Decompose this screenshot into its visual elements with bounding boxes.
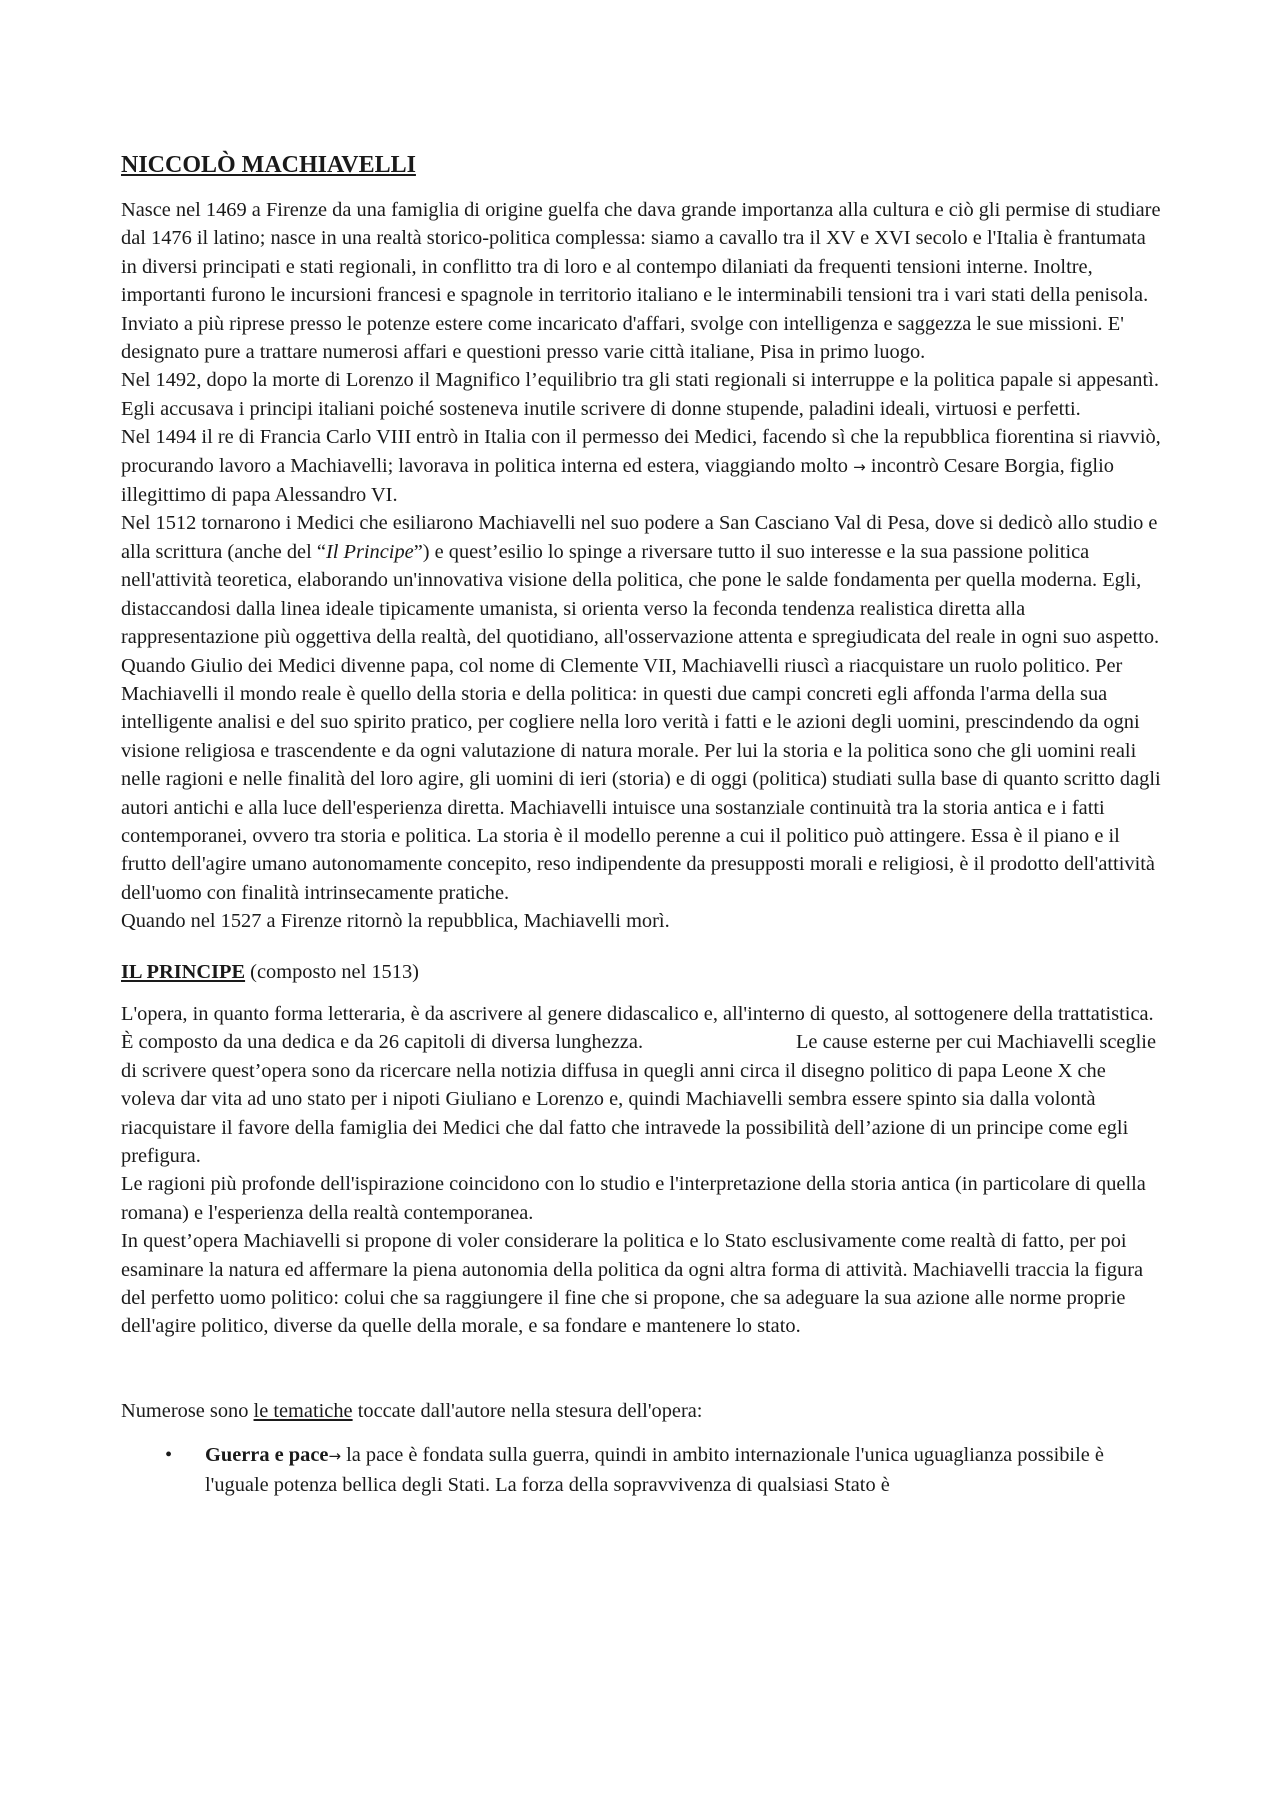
- blank-space: [121, 1341, 1161, 1397]
- themes-intro-text-b: toccate dall'autore nella stesura dell'opera:: [352, 1399, 703, 1422]
- bio-paragraph-3: [121, 423, 1161, 509]
- section-heading-title: IL PRINCIPE: [121, 960, 246, 983]
- bio-paragraph-3-text-a: Nel 1494 il re di Francia Carlo VIII entrò in Italia con il permesso dei Medici, facendo sì che la repubblica fiorentina si riavviò, procurando lavoro a Machiavelli; lavorava in politica interna ed estera, viaggiando molto: [121, 426, 1161, 477]
- bio-paragraph-3-text-b: incontrò Cesare Borgia, figlio illegittimo di papa Alessandro VI.: [121, 454, 1114, 507]
- page-title: NICCOLÒ MACHIAVELLI: [121, 152, 416, 178]
- bio-paragraph-2: Nel 1492, dopo la morte di Lorenzo il Magnifico l’equilibrio tra gli stati regionali si interruppe e la politica papale si appesantì. Egli accusava i principi italiani poiché sosteneva inutile scrivere di donne stupende, paladini ideali, virtuosi e perfetti.: [121, 369, 1159, 420]
- arrow-right-icon: →: [328, 1447, 342, 1466]
- document-page: [121, 150, 1161, 1499]
- themes-underlined-phrase: le tematiche: [253, 1399, 353, 1422]
- bio-paragraph-1: Nasce nel 1469 a Firenze da una famiglia di origine guelfa che dava grande importanza alla cultura e ciò gli permise di studiare dal 1476 il latino; nasce in una realtà storico-politica complessa: siamo a cavallo tra il XV e XVI secolo e l'Italia è frantumata in diversi principati e stati regionali, in conflitto tra di loro e al contempo dilaniati da frequenti tensioni interne. Inoltre, importanti furono le incursioni francesi e spagnole in territorio italiano e le interminabili tensioni tra i vari stati della penisola. Inviato a più riprese presso le potenze estere come incaricato d'affari, svolge con intelligenza e saggezza le sue missioni. E' designato pure a trattare numerosi affari e questioni presso varie città italiane, Pisa in primo luogo.: [121, 199, 1161, 364]
- bio-paragraph-6: Quando nel 1527 a Firenze ritornò la repubblica, Machiavelli morì.: [121, 910, 670, 933]
- list-item-text: la pace è fondata sulla guerra, quindi in ambito internazionale l'unica uguaglianza possibile è l'uguale potenza bellica degli Stati. La forza della sopravvivenza di qualsiasi Stato è: [205, 1444, 1104, 1496]
- bio-paragraph-4-text-a: Nel 1512 tornarono i Medici che esiliarono Machiavelli nel suo podere a San Casciano Val di Pesa, dove si dedicò allo studio e alla scrittura (anche del “: [121, 512, 1158, 563]
- principe-paragraph-1: L'opera, in quanto forma letteraria, è da ascrivere al genere didascalico e, all'interno di questo, al sottogenere della trattatistica. È composto da una dedica e da 26 capitoli di diversa lunghezza. Le cause esterne per cui Machiavelli sceglie di scrivere quest’opera sono da ricercare nella notizia diffusa in quegli anni circa il disegno politico di papa Leone X che voleva dar vita ad uno stato per i nipoti Giuliano e Lorenzo e, quindi Machiavelli sembra essere spinto sia dalla volontà riacquistare il favore della famiglia dei Medici che dal fatto che intravede la possibilità dell’azione di un principe come egli prefigura.: [121, 1002, 1162, 1167]
- principe-paragraph-2: Le ragioni più profonde dell'ispirazione coincidono con lo studio e l'interpretazione della storia antica (in particolare di quella romana) e l'esperienza della realtà contemporanea.: [121, 1173, 1146, 1224]
- list-item-term: Guerra e pace: [205, 1444, 329, 1467]
- arrow-right-icon: →: [853, 457, 866, 476]
- bullet-icon: •: [165, 1444, 173, 1467]
- section-heading-principe: [121, 958, 1161, 986]
- list-item: [121, 1441, 1161, 1499]
- bio-paragraph-4: [121, 509, 1161, 651]
- principe-paragraph-3: In quest’opera Machiavelli si propone di voler considerare la politica e lo Stato esclusivamente come realtà di fatto, per poi esaminare la natura ed affermare la piena autonomia della politica da ogni altra forma di attività. Machiavelli traccia la figura del perfetto uomo politico: colui che sa raggiungere il fine che si propone, che sa adeguare la sua azione alle norme proprie dell'agire politico, diverse da quelle della morale, e sa fondare e mantenere lo stato.: [121, 1230, 1144, 1338]
- bio-paragraph-5: Quando Giulio dei Medici divenne papa, col nome di Clemente VII, Machiavelli riuscì a riacquistare un ruolo politico. Per Machiavelli il mondo reale è quello della storia e della politica: in questi due campi concreti egli affonda l'arma della sua intelligente analisi e del suo spirito pratico, per cogliere nella loro verità i fatti e le azioni degli uomini, prescindendo da ogni visione religiosa e trascendente e da ogni valutazione di natura morale. Per lui la storia e la politica sono che gli uomini reali nelle ragioni e nelle finalità del loro agire, gli uomini di ieri (storia) e di oggi (politica) studiati sulla base di quanto scritto dagli autori antichi e alla luce dell'esperienza diretta. Machiavelli intuisce una sostanziale continuità tra la storia antica e i fatti contemporanei, ovvero tra storia e politica. La storia è il modello perenne a cui il politico può attingere. Essa è il piano e il frutto dell'agire umano autonomamente concepito, reso indipendente da presupposti morali e religiosi, è il prodotto dell'attività dell'uomo con finalità intrinsecamente pratiche.: [121, 654, 1161, 904]
- book-title-italic: Il Principe: [325, 540, 414, 563]
- section-heading-note: (composto nel 1513): [245, 960, 419, 983]
- themes-intro: [121, 1397, 1161, 1425]
- themes-list: [121, 1441, 1161, 1499]
- themes-intro-text-a: Numerose sono: [121, 1399, 254, 1422]
- bio-paragraph-4-text-b: ”) e quest’esilio lo spinge a riversare tutto il suo interesse e la sua passione politica nell'attività teoretica, elaborando un'innovativa visione della politica, che pone le salde fondamenta per quella moderna. Egli, distaccandosi dalla linea ideale tipicamente umanista, si orienta verso la feconda tendenza realistica diretta alla rappresentazione più oggettiva della realtà, del quotidiano, all'osservazione attenta e spregiudicata del reale in ogni suo aspetto.: [121, 540, 1160, 649]
